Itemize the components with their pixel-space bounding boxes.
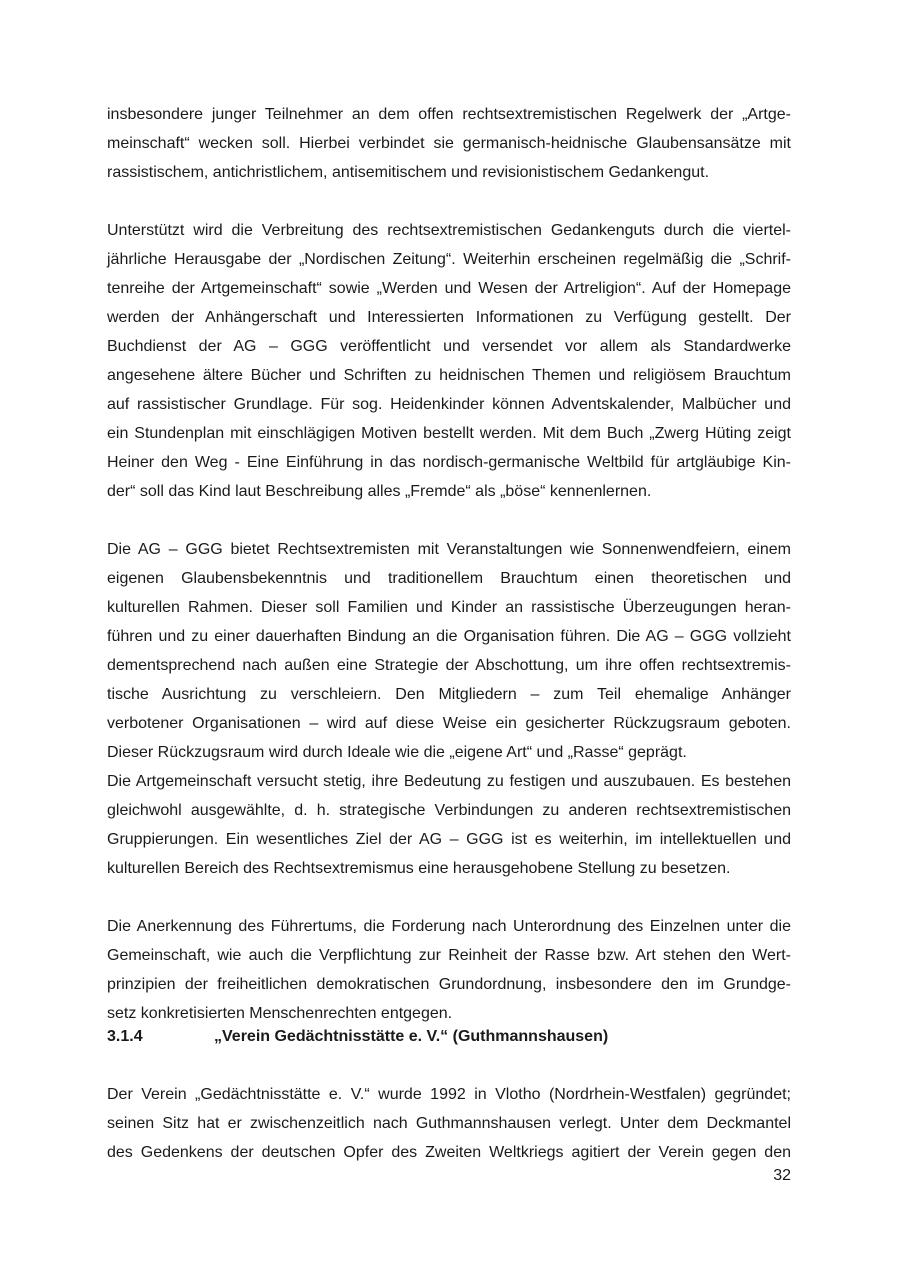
paragraph-4-line-1: Die Artgemeinschaft versucht stetig, ihre Bedeutung zu festigen und auszubauen. Es bestehen: [107, 773, 791, 790]
paragraph-2-line-5: Buchdienst der AG – GGG veröffentlicht und versendet vor allem als Standardwerke: [107, 338, 791, 355]
final-paragraph-line-1: Der Verein „Gedächtnisstätte e. V.“ wurde 1992 in Vlotho (Nordrhein-Westfalen) gegründet;: [107, 1086, 791, 1103]
paragraph-3-line-8: Dieser Rückzugsraum wird durch Ideale wie die „eigene Art“ und „Rasse“ geprägt.: [107, 744, 687, 761]
paragraph-2-line-7: auf rassistischer Grundlage. Für sog. Heidenkinder können Adventskalender, Malbücher und: [107, 396, 791, 413]
paragraph-2-line-8: ein Stundenplan mit einschlägigen Motiven bestellt werden. Mit dem Buch „Zwerg Hüting zeigt: [107, 425, 791, 442]
paragraph-5-line-3: prinzipien der freiheitlichen demokratischen Grundordnung, insbesondere den im Grundge-: [107, 976, 791, 993]
paragraph-3-line-4: führen und zu einer dauerhaften Bindung an die Organisation führen. Die AG – GGG vollzieht: [107, 628, 791, 645]
paragraph-3-line-7: verbotener Organisationen – wird auf diese Weise ein gesicherter Rückzugsraum geboten.: [107, 715, 791, 732]
paragraph-4-line-2: gleichwohl ausgewählte, d. h. strategische Verbindungen zu anderen rechtsextremistischen: [107, 802, 791, 819]
paragraph-3-line-5: dementsprechend nach außen eine Strategie der Abschottung, um ihre offen rechtsextremis-: [107, 657, 791, 674]
paragraph-2-line-3: tenreihe der Artgemeinschaft“ sowie „Werden und Wesen der Artreligion“. Auf der Homepage: [107, 280, 791, 297]
paragraph-2-line-2: jährliche Herausgabe der „Nordischen Zeitung“. Weiterhin erscheinen regelmäßig die „Schrif-: [107, 251, 791, 268]
paragraph-5-line-4: setz konkretisierten Menschenrechten entgegen.: [107, 1005, 453, 1022]
final-paragraph-line-3: des Gedenkens der deutschen Opfer des Zweiten Weltkriegs agitiert der Verein gegen den: [107, 1144, 791, 1161]
paragraph-3-line-6: tische Ausrichtung zu verschleiern. Den Mitgliedern – zum Teil ehemalige Anhänger: [107, 686, 791, 703]
paragraph-2-line-6: angesehene ältere Bücher und Schriften zu heidnischen Themen und religiösem Brauchtum: [107, 367, 791, 384]
paragraph-2-line-1: Unterstützt wird die Verbreitung des rechtsextremistischen Gedankenguts durch die viertel-: [107, 222, 791, 239]
paragraph-5-line-2: Gemeinschaft, wie auch die Verpflichtung zur Reinheit der Rasse bzw. Art stehen den Wert-: [107, 947, 791, 964]
paragraph-1-line-1: insbesondere junger Teilnehmer an dem offen rechtsextremistischen Regelwerk der „Artge-: [107, 106, 791, 123]
paragraph-3-line-2: eigenen Glaubensbekenntnis und traditionellem Brauchtum einen theoretischen und: [107, 570, 791, 587]
section-title: „Verein Gedächtnisstätte e. V.“ (Guthmannshausen): [214, 1028, 609, 1045]
paragraph-2-line-4: werden der Anhängerschaft und Interessierten Informationen zu Verfügung gestellt. Der: [107, 309, 791, 326]
section-number: 3.1.4: [107, 1028, 143, 1045]
paragraph-1-line-2: meinschaft“ wecken soll. Hierbei verbindet sie germanisch-heidnische Glaubensansätze mit: [107, 135, 791, 152]
paragraph-3-line-3: kulturellen Rahmen. Dieser soll Familien und Kinder an rassistische Überzeugungen heran-: [107, 599, 791, 616]
paragraph-2-line-9: Heiner den Weg - Eine Einführung in das nordisch-germanische Weltbild für artgläubige Kin-: [107, 454, 791, 471]
final-paragraph-line-2: seinen Sitz hat er zwischenzeitlich nach Guthmannshausen verlegt. Unter dem Deckmantel: [107, 1115, 791, 1132]
paragraph-2-line-10: der“ soll das Kind laut Beschreibung alles „Fremde“ als „böse“ kennenlernen.: [107, 483, 652, 500]
paragraph-3-line-1: Die AG – GGG bietet Rechtsextremisten mit Veranstaltungen wie Sonnenwendfeiern, einem: [107, 541, 791, 558]
paragraph-4-line-4: kulturellen Bereich des Rechtsextremismus eine herausgehobene Stellung zu besetzen.: [107, 860, 731, 877]
paragraph-4-line-3: Gruppierungen. Ein wesentliches Ziel der AG – GGG ist es weiterhin, im intellektuellen und: [107, 831, 791, 848]
page-number: 32: [773, 1167, 791, 1184]
section-heading: [107, 1027, 608, 1047]
paragraph-5-line-1: Die Anerkennung des Führertums, die Forderung nach Unterordnung des Einzelnen unter die: [107, 918, 791, 935]
paragraph-1-line-3: rassistischem, antichristlichem, antisemitischem und revisionistischem Gedankengut.: [107, 164, 710, 181]
